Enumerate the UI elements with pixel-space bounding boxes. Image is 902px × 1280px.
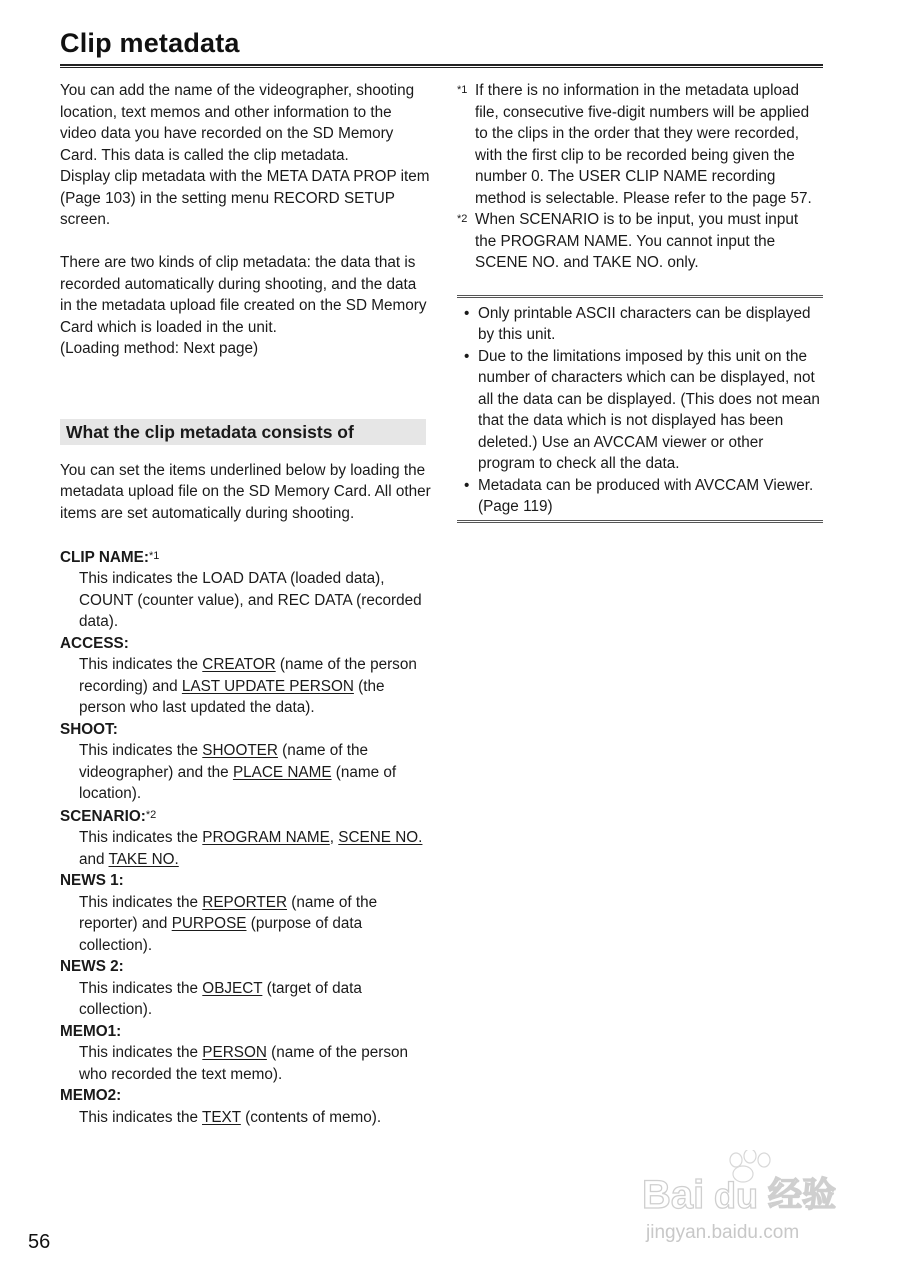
note-text: Metadata can be produced with AVCCAM Viewer. (Page 119) bbox=[478, 476, 814, 515]
item-description: This indicates the SHOOTER (name of the videographer) and the PLACE NAME (name of location). bbox=[79, 742, 397, 802]
item-title: CLIP NAME: bbox=[60, 548, 149, 566]
settable-field: CREATOR bbox=[202, 656, 276, 673]
item-scenario bbox=[60, 805, 432, 871]
intro-paragraph-1: You can add the name of the videographer, shooting location, text memos and other information to the video data you have recorded on the SD Memory Card. This data is called the clip metadata. bbox=[60, 82, 415, 164]
watermark-logo-cn: 经验 bbox=[768, 1175, 836, 1215]
item-news-1 bbox=[60, 870, 432, 956]
item-description: This indicates the PERSON (name of the person who recorded the text memo). bbox=[79, 1044, 409, 1083]
item-news-2 bbox=[60, 956, 432, 1021]
intro-paragraph-2: Display clip metadata with the META DATA PROP item (Page 103) in the setting menu RECORD SETUP screen. bbox=[60, 168, 430, 228]
right-column bbox=[457, 80, 823, 523]
footnote-2 bbox=[457, 209, 823, 274]
title-rule bbox=[60, 64, 823, 68]
footnote-ref: *2 bbox=[145, 808, 157, 821]
item-access bbox=[60, 633, 432, 719]
loading-method-note: (Loading method: Next page) bbox=[60, 340, 259, 357]
footnote-ref: *1 bbox=[148, 549, 160, 562]
item-title: MEMO1: bbox=[60, 1022, 122, 1040]
page-title: Clip metadata bbox=[60, 28, 240, 58]
settable-field: REPORTER bbox=[202, 893, 288, 911]
settable-field: TAKE NO. bbox=[108, 850, 179, 868]
footnote-text: If there is no information in the metadata upload file, consecutive five-digit numbers will be applied to the clips in the order that they were recorded, with the first clip to be recorded being given the number 0. The USER CLIP NAME recording method is selectable. Please refer to the page 57. bbox=[475, 82, 812, 207]
item-title: SCENARIO: bbox=[60, 807, 146, 825]
settable-field: SHOOTER bbox=[202, 742, 278, 759]
item-title: NEWS 2: bbox=[60, 958, 124, 975]
footnote-mark: *1 bbox=[457, 84, 468, 96]
page-number: 56 bbox=[28, 1231, 51, 1253]
footnote-1 bbox=[457, 80, 823, 209]
bullet: • bbox=[464, 347, 470, 365]
section-heading: What the clip metadata consists of bbox=[60, 419, 426, 445]
item-description: This indicates the CREATOR (name of the person recording) and LAST UPDATE PERSON (the person who last updated the data). bbox=[79, 656, 417, 716]
watermark-url: jingyan.baidu.com bbox=[646, 1222, 800, 1243]
note-text: Only printable ASCII characters can be displayed by this unit. bbox=[478, 304, 811, 343]
intro-paragraph-3: There are two kinds of clip metadata: the data that is recorded automatically during shooting, and the data in the metadata upload file created on the SD Memory Card which is loaded in the unit. bbox=[60, 254, 427, 336]
item-title: MEMO2: bbox=[60, 1087, 122, 1104]
watermark-logo-bai: Bai bbox=[642, 1173, 705, 1217]
item-memo1 bbox=[60, 1021, 432, 1086]
item-description: This indicates the LOAD DATA (loaded data), COUNT (counter value), and REC DATA (recorded data). bbox=[79, 570, 422, 630]
item-title: ACCESS: bbox=[60, 634, 129, 652]
note-item bbox=[457, 303, 823, 346]
footnote-text: When SCENARIO is to be input, you must input the PROGRAM NAME. You cannot input the SCENE NO. and TAKE NO. only. bbox=[475, 211, 799, 271]
item-memo2 bbox=[60, 1085, 432, 1128]
settable-field: PURPOSE bbox=[171, 915, 247, 932]
item-title: SHOOT: bbox=[60, 720, 118, 738]
settable-field: TEXT bbox=[202, 1108, 241, 1126]
item-title: NEWS 1: bbox=[60, 872, 124, 889]
item-description: This indicates the REPORTER (name of the reporter) and PURPOSE (purpose of data collection). bbox=[79, 893, 378, 954]
notes-box bbox=[457, 295, 823, 523]
section-intro: You can set the items underlined below by loading the metadata upload file on the SD Memory Card. All other items are set automatically during shooting. bbox=[60, 461, 431, 522]
settable-field: OBJECT bbox=[202, 979, 263, 997]
item-clip-name bbox=[60, 546, 432, 633]
settable-field: LAST UPDATE PERSON bbox=[181, 677, 354, 695]
left-column bbox=[60, 80, 432, 1128]
settable-field: SCENE NO. bbox=[338, 829, 423, 846]
settable-field: PERSON bbox=[202, 1044, 267, 1061]
settable-field: PROGRAM NAME bbox=[202, 829, 330, 846]
bullet: • bbox=[464, 304, 470, 322]
baidu-jingyan-watermark bbox=[640, 1150, 855, 1250]
item-description: This indicates the TEXT (contents of memo). bbox=[79, 1108, 382, 1126]
watermark-logo-du: du bbox=[714, 1175, 758, 1216]
note-item bbox=[457, 475, 823, 518]
bullet: • bbox=[464, 476, 470, 494]
note-item bbox=[457, 346, 823, 475]
footnote-mark: *2 bbox=[457, 213, 468, 225]
note-text: Due to the limitations imposed by this unit on the number of characters which can be displayed, not all the data can be displayed. (This does not mean that the data which is not displayed has been deleted.) Use an AVCCAM viewer or other program to check all the data. bbox=[478, 347, 820, 472]
item-description: This indicates the OBJECT (target of data collection). bbox=[79, 979, 362, 1018]
item-shoot bbox=[60, 719, 432, 805]
item-description: This indicates the PROGRAM NAME, SCENE NO. and TAKE NO. bbox=[79, 829, 423, 868]
settable-field: PLACE NAME bbox=[232, 763, 332, 781]
